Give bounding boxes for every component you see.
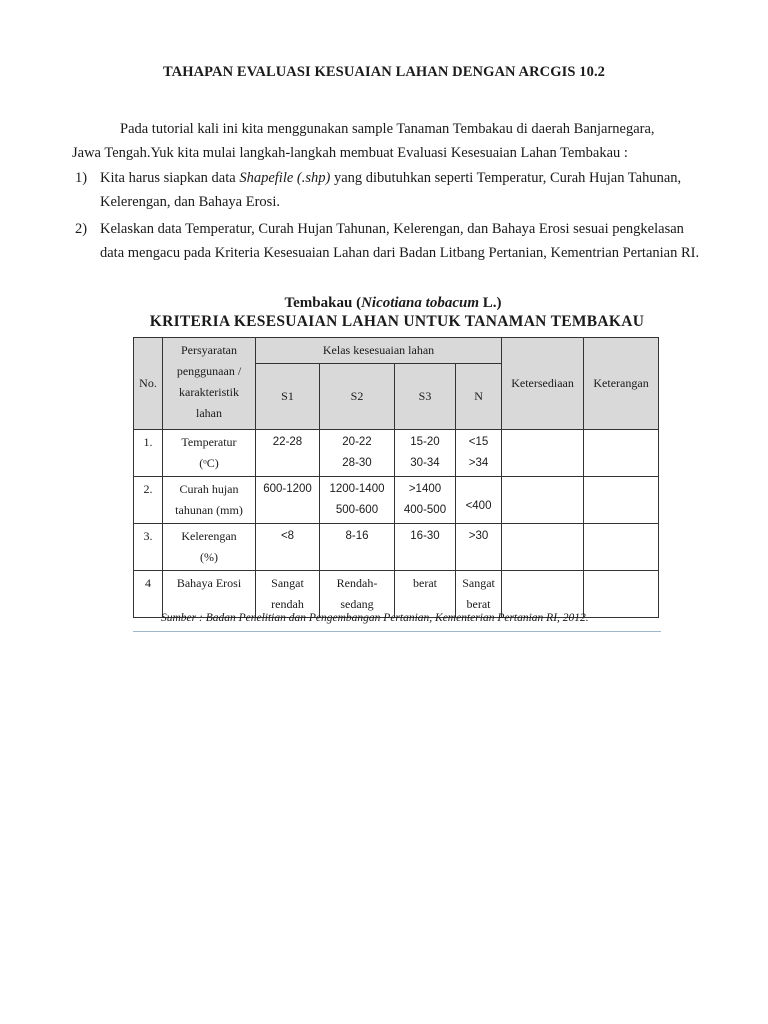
step-1 [72,166,702,217]
step-1-text-italic: Shapefile (.shp) [239,170,331,186]
cell-availability [502,571,584,618]
cell-no: 2. [134,477,163,524]
header-availability: Ketersediaan [502,338,584,430]
cell-s3: 16-30 [395,524,456,571]
cell-remarks [584,571,659,618]
step-2-number: 2) [75,221,88,237]
cell-requirement: Kelerengan (%) [163,524,256,571]
cell-remarks [584,477,659,524]
scientific-name: Nicotiana tobacum [361,295,479,311]
intro-line-2: Jawa Tengah.Yuk kita mulai langkah-langkah membuat Evaluasi Kesesuaian Lahan Tembakau : [72,145,628,161]
cell-n: <400 [456,477,502,524]
cell-requirement: Temperatur (ᵒC) [163,430,256,477]
cell-s1: 22-28 [256,430,320,477]
cell-s2: 1200-1400 500-600 [320,477,395,524]
cell-no: 4 [134,571,163,618]
header-s3: S3 [395,364,456,430]
step-2 [72,217,702,268]
cell-no: 3. [134,524,163,571]
table-row [134,524,659,571]
crop-name: Tembakau [284,295,353,311]
table-heading: KRITERIA KESESUAIAN LAHAN UNTUK TANAMAN TEMBAKAU [149,313,645,330]
cell-requirement: Curah hujan tahunan (mm) [163,477,256,524]
divider [133,631,661,632]
caption-close: L.) [482,295,502,311]
cell-availability [502,477,584,524]
header-requirement: Persyaratan penggunaan / karakteristik lahan [163,338,256,430]
cell-s2: 8-16 [320,524,395,571]
cell-remarks [584,524,659,571]
header-s2: S2 [320,364,395,430]
cell-availability [502,524,584,571]
cell-no: 1. [134,430,163,477]
header-no: No. [134,338,163,430]
step-1-text-pre: Kita harus siapkan data [100,170,240,186]
cell-availability [502,430,584,477]
cell-n: Sangat berat [456,571,502,618]
table-crop-caption [0,295,768,312]
header-s1: S1 [256,364,320,430]
cell-s2: Rendah- sedang [320,571,395,618]
cell-s1: <8 [256,524,320,571]
cell-s3: berat [395,571,456,618]
table-source: Sumber : Badan Penelitian dan Pengembangan Pertanian, Kementerian Pertanian RI, 2012. [161,612,589,624]
intro-paragraph [72,117,702,165]
header-n: N [456,364,502,430]
cell-s1: 600-1200 [256,477,320,524]
header-class-group: Kelas kesesuaian lahan [256,338,502,364]
cell-s3: 15-20 30-34 [395,430,456,477]
intro-line-1: Pada tutorial kali ini kita menggunakan sample Tanaman Tembakau di daerah Banjarnegara, [120,121,655,137]
step-2-text: Kelaskan data Temperatur, Curah Hujan Tahunan, Kelerengan, dan Bahaya Erosi sesuai pengkelasan data mengacu pada Kriteria Kesesuaian Lahan dari Badan Litbang Pertanian, Kementrian Pertanian RI. [100,221,700,261]
cell-n: >30 [456,524,502,571]
cell-n: <15 >34 [456,430,502,477]
header-remarks: Keterangan [584,338,659,430]
table-row [134,477,659,524]
step-1-number: 1) [75,170,88,186]
step-1-text-post: yang dibutuhkan seperti Temperatur, Curah Hujan Tahunan, Kelerengan, dan Bahaya Erosi. [100,170,682,210]
caption-open-paren: ( [356,295,362,311]
cell-s3: >1400 400-500 [395,477,456,524]
table-row [134,430,659,477]
document-title: TAHAPAN EVALUASI KESUAIAN LAHAN DENGAN ARCGIS 10.2 [162,64,606,80]
cell-s2: 20-22 28-30 [320,430,395,477]
cell-requirement: Bahaya Erosi [163,571,256,618]
cell-s1: Sangat rendah [256,571,320,618]
table-row [134,571,659,618]
land-suitability-table [133,337,659,618]
cell-remarks [584,430,659,477]
